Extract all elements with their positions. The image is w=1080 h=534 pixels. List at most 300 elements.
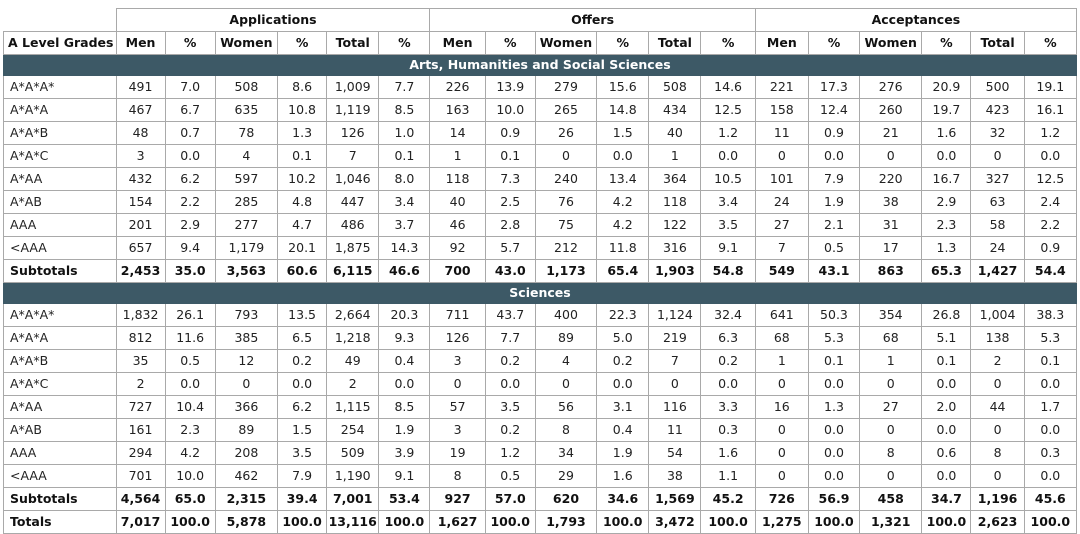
- table-cell: 327: [971, 168, 1024, 191]
- table-cell: 285: [215, 191, 277, 214]
- table-cell: 4,564: [116, 488, 165, 511]
- table-cell: 434: [649, 99, 701, 122]
- table-cell: 1.3: [278, 122, 327, 145]
- table-cell: 7: [755, 237, 808, 260]
- table-cell: 0.5: [485, 465, 535, 488]
- table-cell: 100.0: [808, 511, 859, 534]
- table-cell: 6,115: [327, 260, 379, 283]
- table-cell: 316: [649, 237, 701, 260]
- table-cell: 40: [649, 122, 701, 145]
- table-cell: 458: [860, 488, 922, 511]
- table-cell: 2.0: [922, 396, 971, 419]
- column-header: Total: [649, 32, 701, 55]
- table-cell: 65.0: [165, 488, 215, 511]
- table-cell: 1.3: [808, 396, 859, 419]
- table-cell: 0: [215, 373, 277, 396]
- column-header: %: [379, 32, 430, 55]
- table-cell: 0.0: [597, 145, 649, 168]
- table-cell: 1.5: [597, 122, 649, 145]
- column-header: Total: [971, 32, 1024, 55]
- table-cell: 1: [649, 145, 701, 168]
- table-cell: 0.2: [597, 350, 649, 373]
- table-cell: 9.4: [165, 237, 215, 260]
- table-cell: 0: [755, 373, 808, 396]
- table-cell: 10.0: [165, 465, 215, 488]
- table-cell: 19.7: [922, 99, 971, 122]
- table-cell: 7: [327, 145, 379, 168]
- table-cell: 3.1: [597, 396, 649, 419]
- table-cell: 597: [215, 168, 277, 191]
- table-cell: 65.4: [597, 260, 649, 283]
- table-cell: 26: [535, 122, 596, 145]
- table-cell: 1,046: [327, 168, 379, 191]
- table-cell: 60.6: [278, 260, 327, 283]
- table-cell: 0.0: [597, 373, 649, 396]
- table-cell: 14: [430, 122, 485, 145]
- table-cell: 8: [535, 419, 596, 442]
- table-row: [4, 214, 1077, 237]
- table-cell: 56: [535, 396, 596, 419]
- table-cell: 0.2: [278, 350, 327, 373]
- section-title: Sciences: [4, 283, 1077, 304]
- table-cell: 1.9: [379, 419, 430, 442]
- table-cell: 8.5: [379, 99, 430, 122]
- table-cell: 10.8: [278, 99, 327, 122]
- table-cell: 0: [971, 373, 1024, 396]
- table-cell: 38.3: [1024, 304, 1076, 327]
- table-cell: 2: [327, 373, 379, 396]
- table-cell: 78: [215, 122, 277, 145]
- table-row: [4, 168, 1077, 191]
- table-cell: 0.0: [165, 373, 215, 396]
- table-cell: 0: [971, 465, 1024, 488]
- table-cell: 8: [860, 442, 922, 465]
- table-cell: 161: [116, 419, 165, 442]
- table-cell: 13.9: [485, 76, 535, 99]
- table-cell: 34.7: [922, 488, 971, 511]
- table-cell: 0.0: [165, 145, 215, 168]
- table-cell: 0: [860, 419, 922, 442]
- table-cell: 7.3: [485, 168, 535, 191]
- table-cell: 0: [755, 419, 808, 442]
- table-cell: 57.0: [485, 488, 535, 511]
- row-label: A*A*A: [4, 327, 117, 350]
- table-cell: 201: [116, 214, 165, 237]
- table-cell: 1,119: [327, 99, 379, 122]
- column-header: Men: [430, 32, 485, 55]
- table-cell: 100.0: [379, 511, 430, 534]
- table-cell: 4.2: [597, 191, 649, 214]
- table-cell: 0.0: [808, 442, 859, 465]
- column-header: %: [808, 32, 859, 55]
- admissions-table: [3, 8, 1077, 534]
- group-header-row: [4, 9, 1077, 32]
- table-cell: 54: [649, 442, 701, 465]
- table-cell: 812: [116, 327, 165, 350]
- table-cell: 423: [971, 99, 1024, 122]
- table-cell: 0.3: [1024, 442, 1076, 465]
- table-cell: 711: [430, 304, 485, 327]
- table-cell: 1.6: [597, 465, 649, 488]
- table-cell: 20.1: [278, 237, 327, 260]
- table-cell: 240: [535, 168, 596, 191]
- table-cell: 727: [116, 396, 165, 419]
- table-cell: 3.5: [485, 396, 535, 419]
- row-label: A*A*C: [4, 145, 117, 168]
- table-cell: 92: [430, 237, 485, 260]
- table-cell: 0.0: [701, 145, 755, 168]
- row-label: Subtotals: [4, 488, 117, 511]
- table-cell: 9.3: [379, 327, 430, 350]
- table-cell: 2.8: [485, 214, 535, 237]
- table-cell: 1,832: [116, 304, 165, 327]
- table-cell: 68: [860, 327, 922, 350]
- table-cell: 31: [860, 214, 922, 237]
- table-cell: 3.9: [379, 442, 430, 465]
- table-cell: 10.0: [485, 99, 535, 122]
- table-cell: 1,179: [215, 237, 277, 260]
- table-cell: 17.3: [808, 76, 859, 99]
- table-cell: 4: [215, 145, 277, 168]
- table-cell: 385: [215, 327, 277, 350]
- table-cell: 34.6: [597, 488, 649, 511]
- table-cell: 3.4: [379, 191, 430, 214]
- table-cell: 549: [755, 260, 808, 283]
- table-cell: 20.9: [922, 76, 971, 99]
- table-cell: 265: [535, 99, 596, 122]
- table-cell: 11.8: [597, 237, 649, 260]
- table-cell: 5,878: [215, 511, 277, 534]
- row-label: A*A*C: [4, 373, 117, 396]
- table-cell: 4: [535, 350, 596, 373]
- table-cell: 0.0: [922, 145, 971, 168]
- table-cell: 0.9: [485, 122, 535, 145]
- table-cell: 0.4: [379, 350, 430, 373]
- table-cell: 635: [215, 99, 277, 122]
- table-cell: 7.0: [165, 76, 215, 99]
- column-header: %: [922, 32, 971, 55]
- section-header-row: [4, 55, 1077, 76]
- table-cell: 3.4: [701, 191, 755, 214]
- column-header: %: [701, 32, 755, 55]
- table-cell: 1,218: [327, 327, 379, 350]
- table-cell: 0: [971, 419, 1024, 442]
- table-cell: 100.0: [485, 511, 535, 534]
- table-cell: 0: [755, 442, 808, 465]
- table-cell: 43.1: [808, 260, 859, 283]
- table-cell: 27: [755, 214, 808, 237]
- table-cell: 7,001: [327, 488, 379, 511]
- table-cell: 89: [535, 327, 596, 350]
- table-cell: 220: [860, 168, 922, 191]
- table-cell: 10.4: [165, 396, 215, 419]
- table-cell: 657: [116, 237, 165, 260]
- table-cell: 40: [430, 191, 485, 214]
- column-header: %: [485, 32, 535, 55]
- table-cell: 0.0: [701, 373, 755, 396]
- table-cell: 700: [430, 260, 485, 283]
- table-cell: 0.1: [1024, 350, 1076, 373]
- table-cell: 294: [116, 442, 165, 465]
- table-cell: 4.2: [597, 214, 649, 237]
- table-cell: 2.4: [1024, 191, 1076, 214]
- table-cell: 0: [860, 465, 922, 488]
- table-cell: 9.1: [379, 465, 430, 488]
- table-cell: 277: [215, 214, 277, 237]
- table-cell: 226: [430, 76, 485, 99]
- section-title: Arts, Humanities and Social Sciences: [4, 55, 1077, 76]
- table-cell: 6.3: [701, 327, 755, 350]
- row-label: <AAA: [4, 465, 117, 488]
- column-header: Women: [860, 32, 922, 55]
- table-cell: 0: [755, 465, 808, 488]
- row-label: A*A*A*: [4, 304, 117, 327]
- table-cell: 26.1: [165, 304, 215, 327]
- table-cell: 0.9: [1024, 237, 1076, 260]
- table-cell: 17: [860, 237, 922, 260]
- table-cell: 24: [971, 237, 1024, 260]
- table-cell: 5.3: [1024, 327, 1076, 350]
- table-cell: 32.4: [701, 304, 755, 327]
- table-cell: 0.0: [808, 419, 859, 442]
- column-header: Total: [327, 32, 379, 55]
- table-cell: 2.2: [1024, 214, 1076, 237]
- table-cell: 1,115: [327, 396, 379, 419]
- table-cell: 1,190: [327, 465, 379, 488]
- table-cell: 276: [860, 76, 922, 99]
- table-cell: 6.2: [165, 168, 215, 191]
- table-cell: 14.3: [379, 237, 430, 260]
- table-row: [4, 122, 1077, 145]
- table-cell: 0.1: [922, 350, 971, 373]
- table-cell: 2,453: [116, 260, 165, 283]
- section-header-row: [4, 283, 1077, 304]
- table-cell: 0: [430, 373, 485, 396]
- table-cell: 0.0: [808, 465, 859, 488]
- column-header-grades: A Level Grades: [4, 32, 117, 55]
- table-cell: 620: [535, 488, 596, 511]
- table-cell: 49: [327, 350, 379, 373]
- table-cell: 163: [430, 99, 485, 122]
- table-cell: 3,563: [215, 260, 277, 283]
- table-cell: 89: [215, 419, 277, 442]
- column-header: %: [597, 32, 649, 55]
- column-header: Men: [116, 32, 165, 55]
- table-cell: 22.3: [597, 304, 649, 327]
- column-header: Men: [755, 32, 808, 55]
- column-header: Women: [535, 32, 596, 55]
- table-cell: 508: [649, 76, 701, 99]
- table-cell: 0.1: [379, 145, 430, 168]
- row-label: A*AA: [4, 168, 117, 191]
- column-header-row: [4, 32, 1077, 55]
- table-cell: 1.6: [701, 442, 755, 465]
- table-row: [4, 419, 1077, 442]
- column-header: %: [278, 32, 327, 55]
- table-cell: 13,116: [327, 511, 379, 534]
- table-cell: 3.3: [701, 396, 755, 419]
- table-cell: 2.1: [808, 214, 859, 237]
- table-cell: 0.2: [485, 350, 535, 373]
- table-cell: 2.3: [165, 419, 215, 442]
- table-cell: 0: [755, 145, 808, 168]
- table-cell: 1,793: [535, 511, 596, 534]
- table-cell: 0.0: [485, 373, 535, 396]
- table-cell: 65.3: [922, 260, 971, 283]
- table-cell: 447: [327, 191, 379, 214]
- table-cell: 1.2: [701, 122, 755, 145]
- table-cell: 2,623: [971, 511, 1024, 534]
- table-cell: 43.7: [485, 304, 535, 327]
- table-cell: 2.9: [922, 191, 971, 214]
- table-cell: 0.0: [808, 373, 859, 396]
- row-label: <AAA: [4, 237, 117, 260]
- row-label: A*A*B: [4, 122, 117, 145]
- table-cell: 75: [535, 214, 596, 237]
- table-cell: 1.7: [1024, 396, 1076, 419]
- subtotal-row: [4, 488, 1077, 511]
- table-cell: 100.0: [165, 511, 215, 534]
- table-cell: 14.8: [597, 99, 649, 122]
- column-header: %: [165, 32, 215, 55]
- table-cell: 1.9: [597, 442, 649, 465]
- table-cell: 7.9: [808, 168, 859, 191]
- table-cell: 1.6: [922, 122, 971, 145]
- row-label: A*AB: [4, 191, 117, 214]
- table-cell: 54.8: [701, 260, 755, 283]
- table-row: [4, 396, 1077, 419]
- table-cell: 1,569: [649, 488, 701, 511]
- table-cell: 24: [755, 191, 808, 214]
- table-cell: 48: [116, 122, 165, 145]
- table-cell: 486: [327, 214, 379, 237]
- row-label: A*AB: [4, 419, 117, 442]
- table-cell: 19.1: [1024, 76, 1076, 99]
- table-cell: 6.2: [278, 396, 327, 419]
- table-cell: 0.0: [278, 373, 327, 396]
- table-cell: 432: [116, 168, 165, 191]
- table-cell: 0.6: [922, 442, 971, 465]
- table-cell: 27: [860, 396, 922, 419]
- table-row: [4, 99, 1077, 122]
- table-cell: 16: [755, 396, 808, 419]
- table-cell: 5.7: [485, 237, 535, 260]
- table-cell: 20.3: [379, 304, 430, 327]
- column-header: %: [1024, 32, 1076, 55]
- table-cell: 2.2: [165, 191, 215, 214]
- table-cell: 1.3: [922, 237, 971, 260]
- table-cell: 2.5: [485, 191, 535, 214]
- table-cell: 3: [430, 350, 485, 373]
- table-cell: 462: [215, 465, 277, 488]
- table-row: [4, 145, 1077, 168]
- table-cell: 0.2: [701, 350, 755, 373]
- table-cell: 11.6: [165, 327, 215, 350]
- table-cell: 279: [535, 76, 596, 99]
- table-cell: 927: [430, 488, 485, 511]
- table-cell: 38: [649, 465, 701, 488]
- table-cell: 3,472: [649, 511, 701, 534]
- table-cell: 56.9: [808, 488, 859, 511]
- table-cell: 0.7: [165, 122, 215, 145]
- table-cell: 118: [649, 191, 701, 214]
- table-cell: 1,627: [430, 511, 485, 534]
- table-cell: 126: [327, 122, 379, 145]
- table-cell: 53.4: [379, 488, 430, 511]
- table-cell: 0.0: [1024, 419, 1076, 442]
- table-cell: 0.0: [1024, 145, 1076, 168]
- table-cell: 7.7: [485, 327, 535, 350]
- table-cell: 43.0: [485, 260, 535, 283]
- table-cell: 0.1: [808, 350, 859, 373]
- table-cell: 76: [535, 191, 596, 214]
- table-cell: 6.7: [165, 99, 215, 122]
- table-cell: 5.1: [922, 327, 971, 350]
- table-row: [4, 191, 1077, 214]
- table-cell: 1,009: [327, 76, 379, 99]
- table-cell: 10.5: [701, 168, 755, 191]
- table-cell: 366: [215, 396, 277, 419]
- group-header-acceptances: Acceptances: [755, 9, 1076, 32]
- table-cell: 641: [755, 304, 808, 327]
- table-row: [4, 327, 1077, 350]
- table-cell: 2,664: [327, 304, 379, 327]
- table-row: [4, 373, 1077, 396]
- table-cell: 101: [755, 168, 808, 191]
- table-cell: 14.6: [701, 76, 755, 99]
- table-cell: 46: [430, 214, 485, 237]
- table-cell: 0: [535, 145, 596, 168]
- table-cell: 1: [860, 350, 922, 373]
- table-cell: 39.4: [278, 488, 327, 511]
- table-cell: 116: [649, 396, 701, 419]
- table-cell: 1,275: [755, 511, 808, 534]
- table-cell: 508: [215, 76, 277, 99]
- table-cell: 15.6: [597, 76, 649, 99]
- table-cell: 63: [971, 191, 1024, 214]
- table-cell: 2: [116, 373, 165, 396]
- table-cell: 138: [971, 327, 1024, 350]
- table-cell: 57: [430, 396, 485, 419]
- table-cell: 467: [116, 99, 165, 122]
- table-cell: 7,017: [116, 511, 165, 534]
- table-cell: 1,427: [971, 260, 1024, 283]
- table-cell: 38: [860, 191, 922, 214]
- table-cell: 154: [116, 191, 165, 214]
- table-row: [4, 304, 1077, 327]
- table-cell: 354: [860, 304, 922, 327]
- table-cell: 19: [430, 442, 485, 465]
- table-cell: 158: [755, 99, 808, 122]
- table-cell: 126: [430, 327, 485, 350]
- table-cell: 726: [755, 488, 808, 511]
- row-label: Totals: [4, 511, 117, 534]
- table-cell: 509: [327, 442, 379, 465]
- table-cell: 100.0: [597, 511, 649, 534]
- group-header-applications: Applications: [116, 9, 430, 32]
- table-cell: 254: [327, 419, 379, 442]
- table-cell: 3.7: [379, 214, 430, 237]
- group-header-offers: Offers: [430, 9, 755, 32]
- table-cell: 4.8: [278, 191, 327, 214]
- table-cell: 12: [215, 350, 277, 373]
- table-cell: 0: [535, 373, 596, 396]
- table-cell: 1,173: [535, 260, 596, 283]
- table-cell: 8.5: [379, 396, 430, 419]
- table-body: [4, 55, 1077, 534]
- table-cell: 1.1: [701, 465, 755, 488]
- table-cell: 793: [215, 304, 277, 327]
